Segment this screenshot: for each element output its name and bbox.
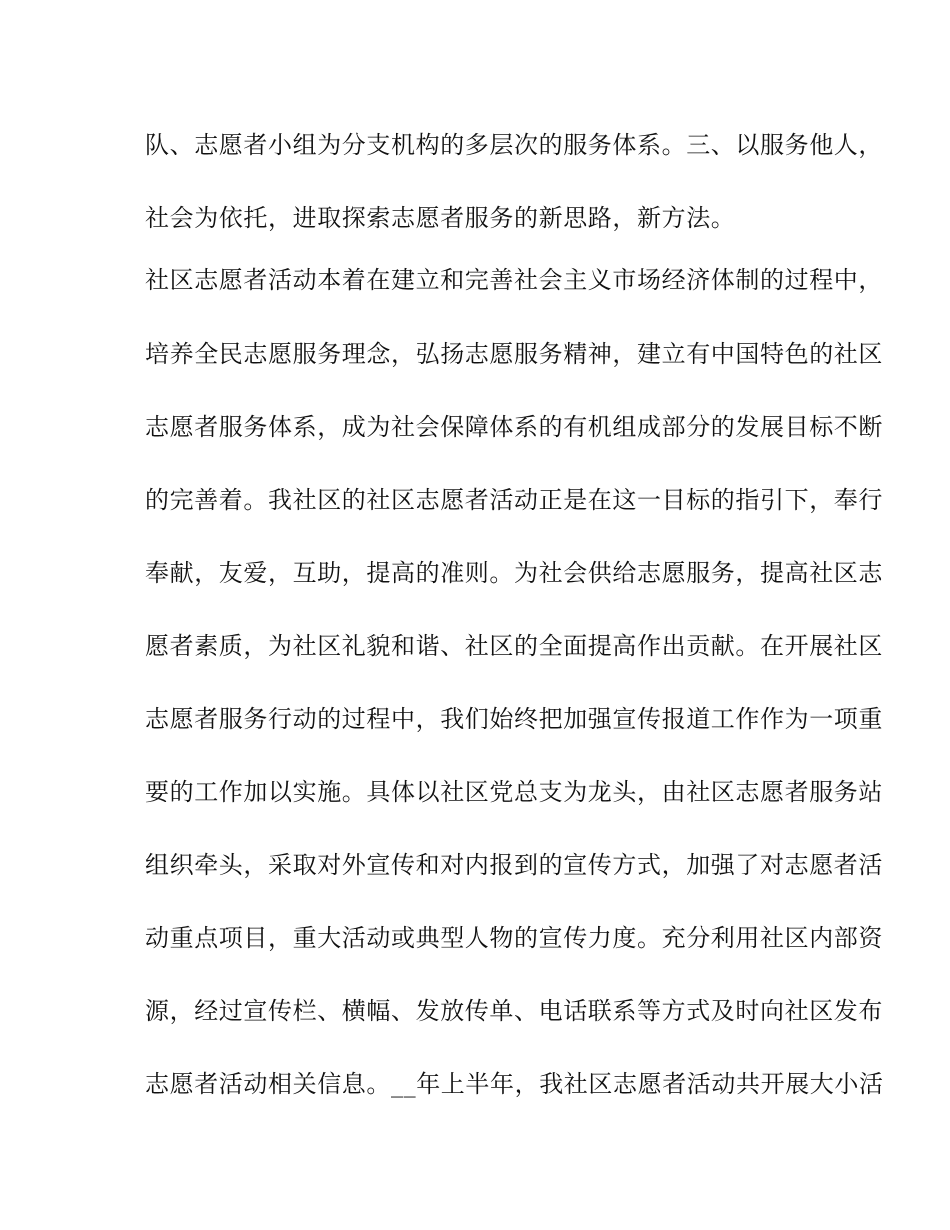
text-line: 培养全民志愿服务理念，弘扬志愿服务精神，建立有中国特色的社区 [145, 340, 883, 368]
text-line: 社会为依托，进取探索志愿者服务的新思路，新方法。 [145, 204, 736, 232]
text-line: 志愿者服务行动的过程中，我们始终把加强宣传报道工作作为一项重 [145, 705, 883, 733]
text-line: 队、志愿者小组为分支机构的多层次的服务体系。三、以服务他人， [145, 131, 883, 159]
text-line: 愿者素质，为社区礼貌和谐、社区的全面提高作出贡献。在开展社区 [145, 632, 883, 660]
text-line: 源，经过宣传栏、横幅、发放传单、电话联系等方式及时向社区发布 [145, 997, 883, 1025]
text-line: 志愿者活动相关信息。__年上半年，我社区志愿者活动共开展大小活 [145, 1070, 884, 1098]
text-line: 奉献，友爱，互助，提高的准则。为社会供给志愿服务，提高社区志 [145, 559, 883, 587]
text-line: 组织牵头，采取对外宣传和对内报到的宣传方式，加强了对志愿者活 [145, 851, 883, 879]
text-line: 社区志愿者活动本着在建立和完善社会主义市场经济体制的过程中， [145, 266, 883, 294]
text-line: 志愿者服务体系，成为社会保障体系的有机组成部分的发展目标不断 [145, 413, 883, 441]
text-line: 要的工作加以实施。具体以社区党总支为龙头，由社区志愿者服务站 [145, 778, 883, 806]
text-line: 的完善着。我社区的社区志愿者活动正是在这一目标的指引下，奉行 [145, 486, 883, 514]
text-line: 动重点项目，重大活动或典型人物的宣传力度。充分利用社区内部资 [145, 924, 883, 952]
